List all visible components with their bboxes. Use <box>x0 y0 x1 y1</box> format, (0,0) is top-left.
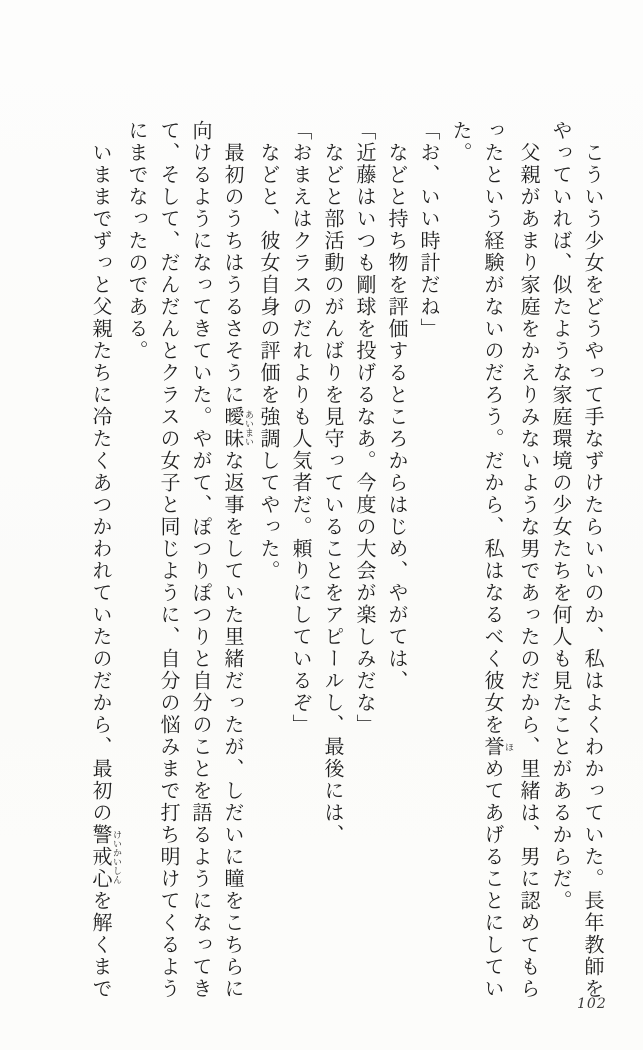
text-line: などと持ち物を評価するところからはじめ、やがては、 <box>385 142 409 692</box>
text-line: た。 <box>449 120 473 164</box>
text-line: 「近藤はいつも剛球を投げるなあ。今度の大会が楽しみだな」 <box>353 120 377 736</box>
text-line: 父親があまり家庭をかえりみないような男であったのだから、里緒は、男に認めてもら <box>517 142 541 1000</box>
text-line: 「お、いい時計だね」 <box>417 120 441 340</box>
text-line: て、そして、だんだんとクラスの女子と同じように、自分の悩みまで打ち明けてくるよう <box>157 120 181 1000</box>
furigana-ruby: 警戒心けいかいしん <box>89 824 121 890</box>
text-line: などと、彼女自身の評価を強調してやった。 <box>257 142 281 582</box>
text-line: 向けるようになってきていた。やがて、ぽつりぽつりと自分のことを語るようになってき <box>189 120 213 1000</box>
text-line: こういう少女をどうやって手なずけたらいいのか、私はよくわかっていた。長年教師を <box>581 142 605 1000</box>
text-line: 最初のうちはうるさそうに曖昧あいまいな返事をしていた里緒だったが、しだいに瞳をこちらに <box>221 142 253 1000</box>
text-line: にまでなったのである。 <box>125 120 149 362</box>
furigana-ruby: 誉ほ <box>481 736 513 758</box>
text-line: やっていれば、似たような家庭環境の少女たちを何人も見たことがあるからだ。 <box>549 120 573 912</box>
furigana-ruby: 曖昧あいまい <box>221 406 253 450</box>
page-number: 102 <box>577 996 607 1012</box>
text-line: いままでずっと父親たちに冷たくあつかわれていたのだから、最初の警戒心けいかいしんを解くまで <box>89 142 121 1000</box>
text-line: ったという経験がないのだろう。だから、私はなるべく彼女を誉ほめてあげることにしてい <box>481 120 513 1000</box>
text-line: などと部活動のがんばりを見守っていることをアピールし、最後には、 <box>321 142 345 846</box>
text-line: 「おまえはクラスのだれよりも人気者だ。頼りにしているぞ」 <box>289 120 313 736</box>
text-block <box>85 120 609 1012</box>
